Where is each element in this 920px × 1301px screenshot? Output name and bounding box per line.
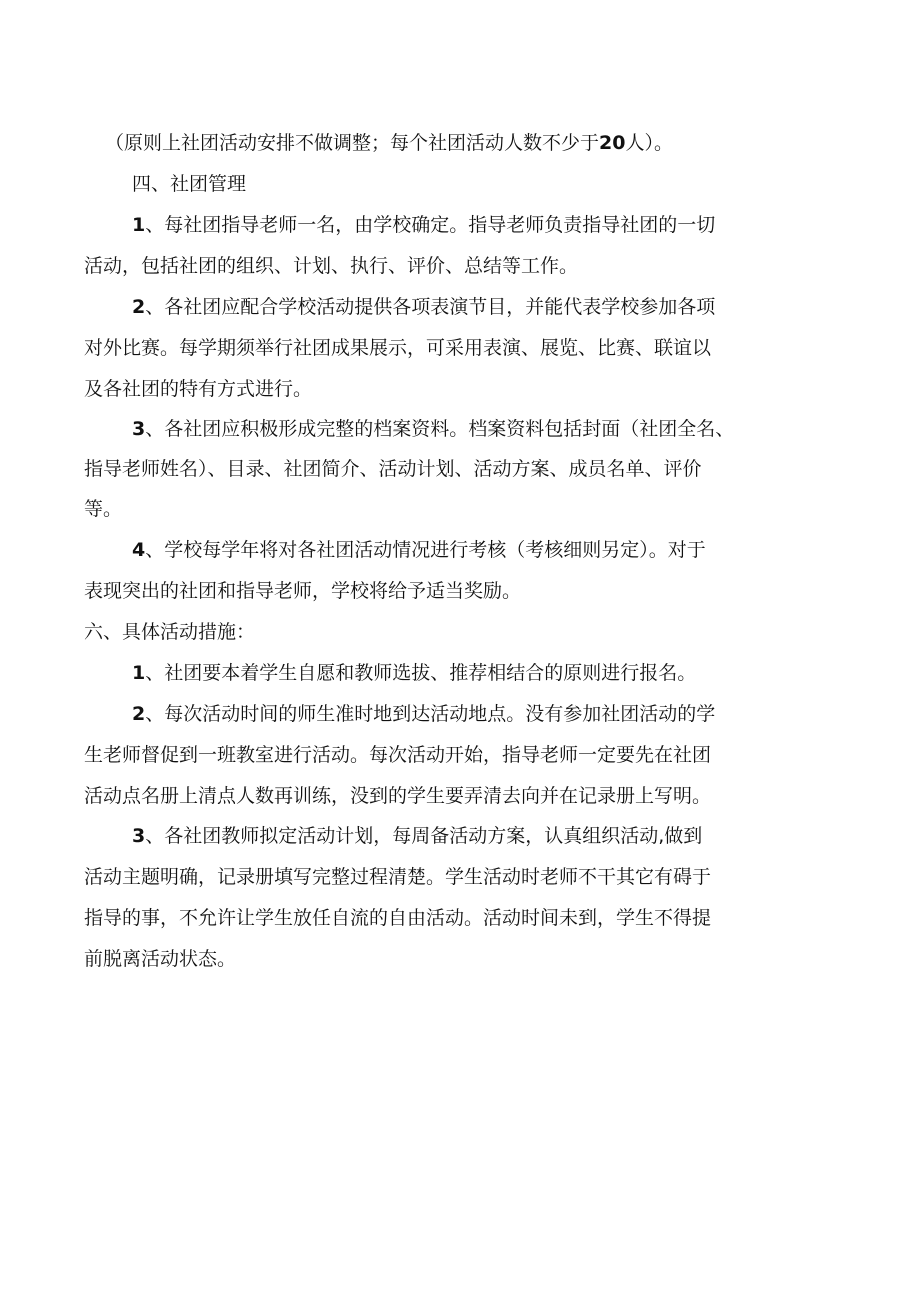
text-line (84, 905, 711, 931)
line-text: （原则上社团活动安排不做调整；每个社团活动人数不少于 (105, 132, 600, 154)
line-text: 活动，包括社团的组织、计划、执行、评价、总结等工作。 (84, 255, 579, 277)
text-line (84, 783, 711, 809)
line-text: 、学校每学年将对各社团活动情况进行考核（考核细则另定）。对于 (145, 539, 706, 561)
number-label: 20 (599, 132, 626, 154)
line-text: 、各社团应配合学校活动提供各项表演节目，并能代表学校参加各项 (145, 296, 716, 318)
line-text: 等。 (84, 498, 123, 520)
number-label: 1 (132, 662, 146, 684)
line-text: 、各社团应积极形成完整的档案资料。档案资料包括封面（社团全名、 (145, 418, 735, 440)
section-heading-text: 四、社团管理 (132, 173, 247, 195)
text-line (132, 212, 715, 238)
line-text: 人）。 (625, 132, 673, 154)
number-label: 3 (132, 418, 146, 440)
text-line (132, 660, 696, 686)
section-heading (84, 619, 255, 645)
text-line (84, 742, 711, 768)
line-text: 、各社团教师拟定活动计划，每周备活动方案，认真组织活动,做到 (145, 825, 703, 847)
line-text: 对外比赛。每学期须举行社团成果展示，可采用表演、展览、比赛、联谊以 (84, 337, 712, 359)
number-label: 1 (132, 214, 146, 236)
text-line (84, 864, 711, 890)
text-line (132, 294, 715, 320)
text-line (132, 701, 715, 727)
text-line (84, 456, 702, 482)
line-text: 、社团要本着学生自愿和教师选拔、推荐相结合的原则进行报名。 (145, 662, 697, 684)
line-text: 指导老师姓名）、目录、社团简介、活动计划、活动方案、成员名单、评价 (84, 458, 702, 480)
line-text: 表现突出的社团和指导老师，学校将给予适当奖励。 (84, 580, 522, 602)
text-line (84, 578, 521, 604)
line-text: 活动点名册上清点人数再训练，没到的学生要弄清去向并在记录册上写明。 (84, 785, 712, 807)
line-text: 生老师督促到一班教室进行活动。每次活动开始，指导老师一定要先在社团 (84, 744, 712, 766)
text-line (84, 253, 578, 279)
text-line (132, 823, 702, 849)
line-text: 、每社团指导老师一名，由学校确定。指导老师负责指导社团的一切 (145, 214, 716, 236)
text-line (105, 130, 673, 156)
text-line (84, 946, 236, 972)
number-label: 4 (132, 539, 146, 561)
text-line (132, 416, 734, 442)
section-heading (132, 171, 246, 197)
line-text: 指导的事，不允许让学生放任自流的自由活动。活动时间未到，学生不得提 (84, 907, 712, 929)
text-line (84, 496, 122, 522)
line-text: 及各社团的特有方式进行。 (84, 378, 313, 400)
number-label: 3 (132, 825, 146, 847)
number-label: 2 (132, 296, 146, 318)
section-heading-text: 六、具体活动措施： (84, 621, 256, 643)
text-line (84, 335, 711, 361)
line-text: 、每次活动时间的师生准时地到达活动地点。没有参加社团活动的学 (145, 703, 716, 725)
number-label: 2 (132, 703, 146, 725)
line-text: 前脱离活动状态。 (84, 948, 237, 970)
text-line (132, 537, 706, 563)
text-line (84, 376, 312, 402)
line-text: 活动主题明确，记录册填写完整过程清楚。学生活动时老师不干其它有碍于 (84, 866, 712, 888)
